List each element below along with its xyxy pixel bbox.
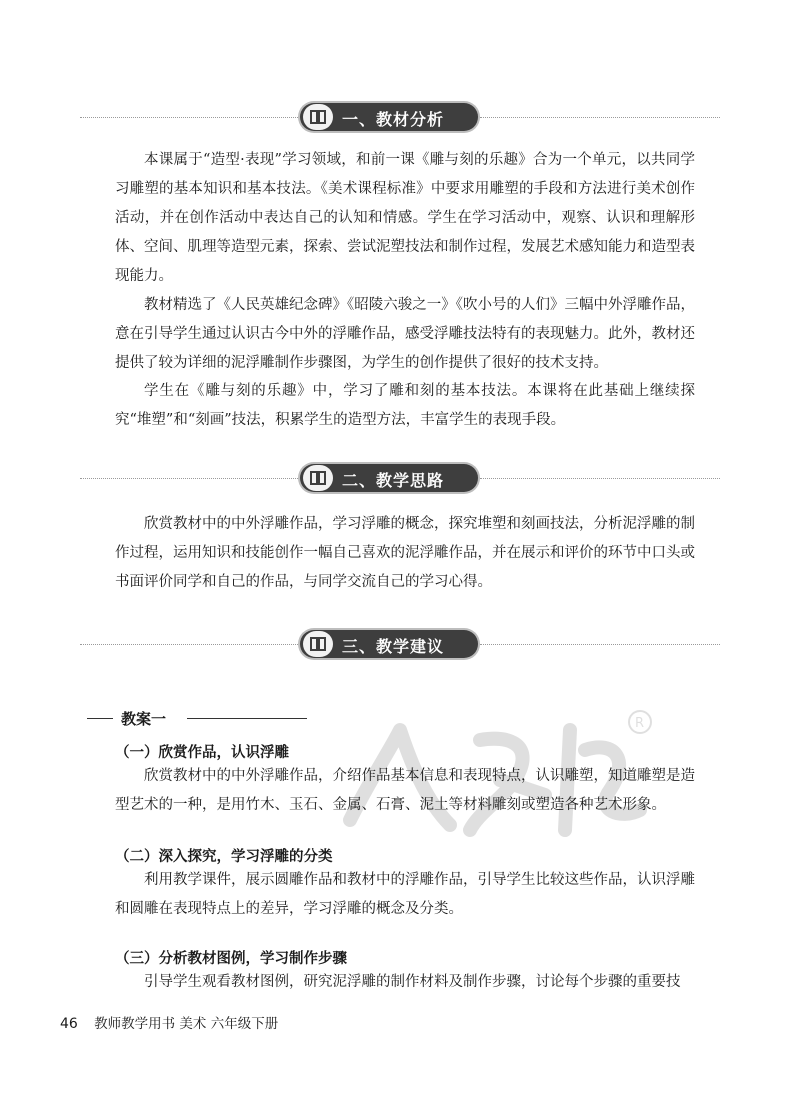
divider-line [87,718,113,719]
analysis-paragraph-2: 教材精选了《人民英雄纪念碑》《昭陵六骏之一》《吹小号的人们》三幅中外浮雕作品，意在引导学生通过认识古今中外的浮雕作品，感受浮雕技法特有的表现魅力。此外，教材还提供了较为详细的泥浮雕制作步骤图，为学生的创作提供了很好的技术支持。 [115,297,695,371]
step-text-2: 利用教学课件，展示圆雕作品和教材中的浮雕作品，引导学生比较这些作品，认识浮雕和圆雕在表现特点上的差异，学习浮雕的概念及分类。 [115,872,695,917]
analysis-paragraph-1: 本课属于“造型·表现”学习领域，和前一课《雕与刻的乐趣》合为一个单元，以共同学习雕塑的基本知识和基本技法。《美术课程标准》中要求用雕塑的手段和方法进行美术创作活动，并在创作活动中表达自己的认知和情感。学生在学习活动中，观察、认识和理解形体、空间、肌理等造型元素，探索、尝试泥塑技法和制作过程，发展艺术感知能力和造型表现能力。 [115,152,695,284]
approach-paragraph: 欣赏教材中的中外浮雕作品，学习浮雕的概念，探究堆塑和刻画技法，分析泥浮雕的制作过程，运用知识和技能创作一幅自己喜欢的泥浮雕作品，并在展示和评价的环节中口头或书面评价同学和自己的作品，与同学交流自己的学习心得。 [115,516,695,590]
section-title: 二、教学思路 [342,471,445,490]
section-title-pill [300,464,478,492]
step-heading-3: （三）分析教材图例，学习制作步骤 [115,951,347,967]
section-title: 三、教学建议 [342,637,445,656]
divider-line [480,117,720,118]
divider-line [187,718,307,719]
section-title-pill [300,103,478,131]
step-text-1: 欣赏教材中的中外浮雕作品，介绍作品基本信息和表现特点，认识雕塑，知道雕塑是造型艺术的一种，是用竹木、玉石、金属、石膏、泥土等材料雕刻或塑造各种艺术形象。 [115,768,695,813]
divider-line [80,478,298,479]
section-header-approach [80,464,720,494]
page-number: 46 [60,1016,78,1032]
svg-text:R: R [635,716,645,731]
lesson-plan-header [87,707,307,729]
divider-line [80,117,298,118]
divider-line [80,644,298,645]
lesson-plan-label: 教案一 [121,710,167,728]
section-title-pill [300,630,478,658]
section-header-suggestions [80,630,720,660]
book-icon [303,104,333,130]
step-heading-2: （二）深入探究，学习浮雕的分类 [115,849,333,865]
section-header-analysis [80,103,720,133]
book-icon [303,631,333,657]
step-heading-1: （一）欣赏作品，认识浮雕 [115,745,289,761]
section-title: 一、教材分析 [342,110,445,129]
analysis-paragraph-3: 学生在《雕与刻的乐趣》中，学习了雕和刻的基本技法。本课将在此基础上继续探究“堆塑”和“刻画”技法，积累学生的造型方法，丰富学生的表现手段。 [115,383,695,428]
book-title: 教师教学用书 美术 六年级下册 [94,1016,279,1032]
divider-line [480,478,720,479]
divider-line [480,644,720,645]
book-icon [303,465,333,491]
page-footer [60,1012,278,1032]
step-text-3: 引导学生观看教材图例，研究泥浮雕的制作材料及制作步骤，讨论每个步骤的重要技 [144,974,681,990]
